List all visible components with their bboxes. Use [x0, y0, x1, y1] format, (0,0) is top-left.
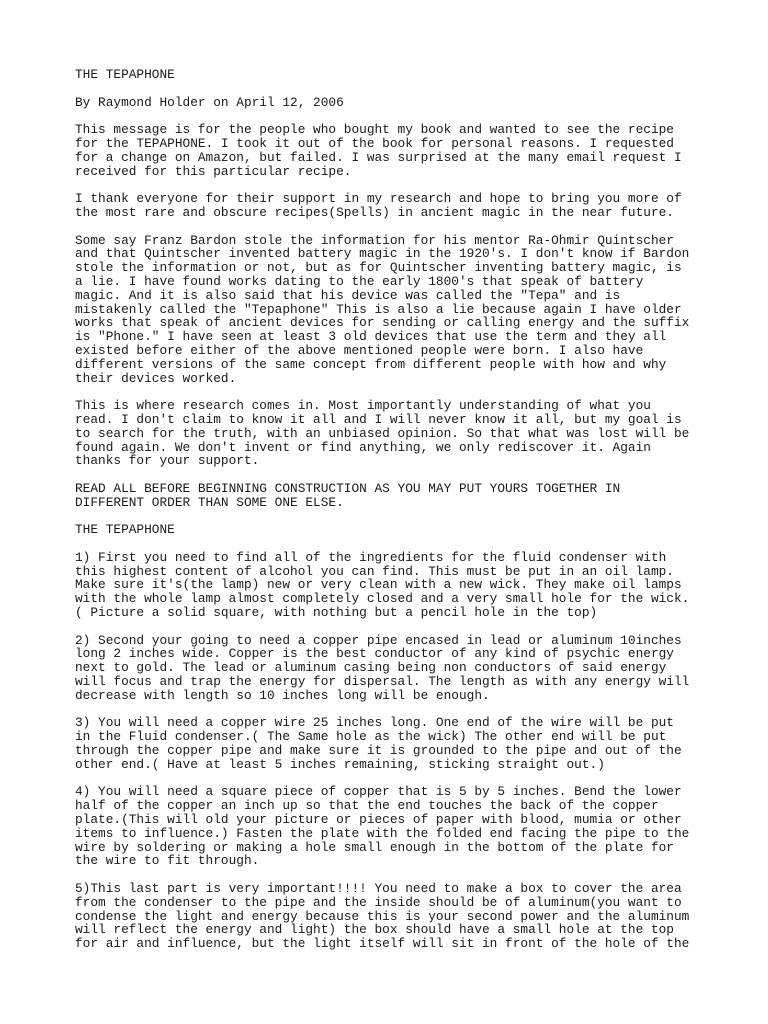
paragraph-research: This is where research comes in. Most importantly understanding of what you read. I don't claim to know it all and I will never know it all, but my goal is to search for the truth, with an unbiased opinion. So that what was lost will be found again. We don't invent or find anything, we only rediscover it. Again thanks for your support. — [75, 398, 690, 469]
section-title: THE TEPAPHONE — [75, 522, 175, 538]
paragraph-history: Some say Franz Bardon stole the information for his mentor Ra-Ohmir Quintscher and that Quintscher invented battery magic in the 1920's. I don't know if Bardon stole the information or not, but as for Quintscher inventing battery magic, is a lie. I have found works dating to the early 1800's that speak of battery magic. And it is also said that his device was called the "Tepa" and is mistakenly called the "Tepaphone" This is also a lie because again I have older works that speak of ancient devices for sending or calling energy and the suffix is "Phone." I have seen at least 3 old devices that use the term and they all existed before either of the above mentioned people were born. I also have different versions of the same concept from different people with how and why their devices worked. — [75, 232, 690, 386]
step-2: 2) Second your going to need a copper pipe encased in lead or aluminum 10inches long 2 inches wide. Copper is the best conductor of any kind of psychic energy next to gold. The lead or aluminum casing being non conductors of said energy will focus and trap the energy for dispersal. The length as with any energy will decrease with length so 10 inches long will be enough. — [75, 632, 690, 703]
document-body — [75, 68, 715, 965]
step-3: 3) You will need a copper wire 25 inches long. One end of the wire will be put in the Fluid condenser.( The Same hole as the wick) The other end will be put through the copper pipe and make sure it is grounded to the pipe and out of the other end.( Have at least 5 inches remaining, sticking straight out.) — [75, 715, 682, 772]
paragraph-intro: This message is for the people who bought my book and wanted to see the recipe for the TEPAPHONE. I took it out of the book for personal reasons. I requested for a change on Amazon, but failed. I was surprised at the many email request I received for this particular recipe. — [75, 122, 682, 179]
step-5: 5)This last part is very important!!!! You need to make a box to cover the area from the condenser to the pipe and the inside should be of aluminum(you want to condense the light and energy because this is your second power and the aluminum will reflect the energy and light) the box should have a small hole at the top for air and influence, but the light itself will sit in front of the hole of the — [75, 881, 690, 952]
step-1: 1) First you need to find all of the ingredients for the fluid condenser with this highest content of alcohol you can find. This must be put in an oil lamp. Make sure it's(the lamp) new or very clean with a new wick. They make oil lamps with the whole lamp almost completely closed and a very small hole for the wick. ( Picture a solid square, with nothing but a pencil hole in the top) — [75, 549, 690, 621]
paragraph-warning: READ ALL BEFORE BEGINNING CONSTRUCTION AS YOU MAY PUT YOURS TOGETHER IN DIFFERENT ORDER THAN SOME ONE ELSE. — [75, 480, 621, 510]
document-byline: By Raymond Holder on April 12, 2006 — [75, 94, 344, 110]
step-4: 4) You will need a square piece of copper that is 5 by 5 inches. Bend the lower half of the copper an inch up so that the end touches the back of the copper plate.(This will old your picture or pieces of paper with blood, mumia or other items to influence.) Fasten the plate with the folded end facing the pipe to the wire by soldering or making a hole small enough in the bottom of the plate for the wire to fit through. — [75, 784, 690, 869]
document-title: THE TEPAPHONE — [75, 67, 175, 82]
paragraph-thanks: I thank everyone for their support in my research and hope to bring you more of the most rare and obscure recipes(Spells) in ancient magic in the near future. — [75, 191, 682, 220]
